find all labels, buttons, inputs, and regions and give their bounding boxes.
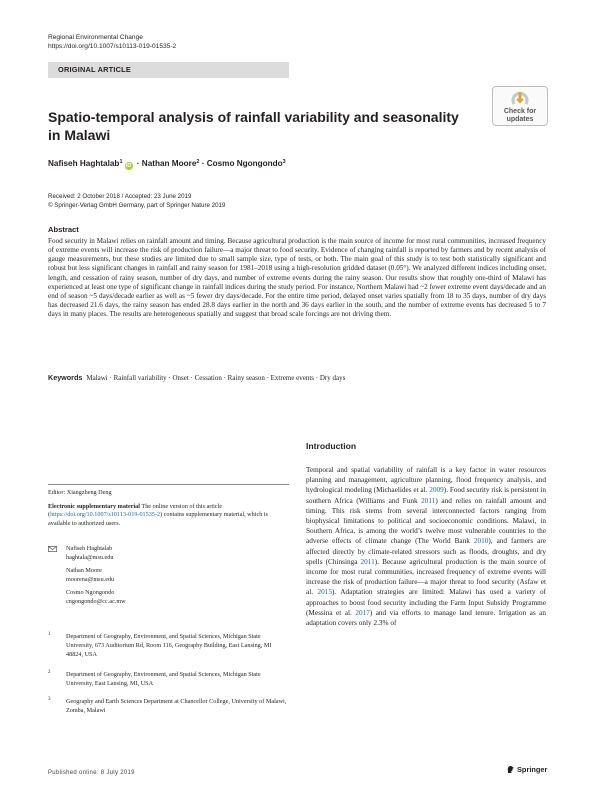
introduction-heading: Introduction xyxy=(306,441,357,451)
abstract-text: Food security in Malawi relies on rainfall amount and timing. Because agricultural production is the main source of income for most rural communities, increased frequency of extreme events will increase the risk of production failure—a major threat to food security. Evidence of changing rainfall is reported by farmers and by recent analysis of gauge measurements, but these studies are limited due to small sample size, type of tests, or both. The main goal of this study is to test both statistically significant and robust but less significant changes in rainfall and rainy season for 1981–2018 using a high-resolution gridded dataset (0.05°). We analyzed different indices including onset, length, and cessation of rainy season, number of dry days, and number of extreme events during the rainy season. Our results show that roughly one-third of Malawi has experienced at least one type of significant change in rainfall indices during the study period. For instance, Northern Malawi had ~2 fewer extreme event days/decade and an end of season ~5 days/decade earlier as well as ~5 fewer dry days/decade. For the entire time period, delayed onset varies spatially from 18 to 35 days, number of dry days has decreased 21.6 days, the rainy season has ended 28.8 days earlier in the north and 36 days earlier in the south, and the number of extreme events has decreased 5 to 7 days in many places. The results are heterogeneous spatially and suggest that broad scale forcings are not driving them. xyxy=(48,237,546,319)
supplementary-note xyxy=(48,503,289,528)
intro-text-5: ). Because agricultural production is the main source of income for most rural communities, increased frequency of extreme events will increase the risk of production failure—a major threat to food security (Asfaw et al. xyxy=(306,557,546,597)
article-type-banner: ORIGINAL ARTICLE xyxy=(48,62,289,78)
intro-text-4: ), and farmers are affected directly by climate-related stressors such as floods, droughts, and dry spells (Chinsinga xyxy=(306,537,546,566)
author-1[interactable]: Nafiseh Haghtalab xyxy=(48,159,120,168)
contact-name: Nathan Moore xyxy=(66,567,102,575)
journal-name: Regional Environmental Change xyxy=(48,34,143,41)
affiliation-3 xyxy=(48,698,289,716)
esm-text-post: ) contains supplementary material, which is available to authorized users. xyxy=(48,511,268,527)
contact-name: Cosmo Ngongondo xyxy=(66,589,115,597)
citation-link[interactable]: 2009 xyxy=(429,486,444,495)
intro-text-7: ) and via efforts to manage land tenure. Irrigation as an adaptation covers only 2.3% of xyxy=(306,608,547,628)
mail-icon xyxy=(48,546,57,552)
citation-link[interactable]: 2015 xyxy=(317,588,333,597)
intro-text-3: ) and relies on rainfall amount and timing. This risk stems from several interconnected factors ranging from biophysical limitations to political and socioeconomic conditions. Malawi, in Southern Africa, is among the world’s twelve most vulnerable countries to the adverse effects of climate change (The World Bank xyxy=(306,496,546,546)
intro-text-6: ). Adaptation strategies are limited: Malawi has used a variety of approaches to boost food security including the Farm Input Subsidy Programme (Messina et al. xyxy=(306,588,546,617)
contact-item xyxy=(48,589,126,607)
orcid-icon[interactable]: iD xyxy=(125,163,132,169)
intro-text-2: ). Food security risk is persistent in southern Africa (Williams and Funk xyxy=(306,486,546,505)
received-accepted: Received: 2 October 2018 / Accepted: 23 June 2019 xyxy=(48,193,192,200)
article-doi[interactable]: https://doi.org/10.1007/s10113-019-01535-2 xyxy=(48,43,177,50)
contact-email[interactable]: moorena@msu.edu xyxy=(66,575,115,583)
affiliation-1 xyxy=(48,633,289,659)
springer-horse-icon xyxy=(506,765,515,774)
check-for-updates-icon xyxy=(510,90,530,108)
check-for-updates-badge[interactable] xyxy=(492,86,548,126)
intro-text-1: Temporal and spatial variability of rainfall is a key factor in water resources planning and management, agriculture planning, flood frequency analysis, and hydrological modeling (Michaelides et al. xyxy=(306,466,546,495)
author-2[interactable]: Nathan Moore xyxy=(141,159,197,168)
citation-link[interactable]: 2010 xyxy=(473,537,489,546)
contact-list xyxy=(48,545,126,611)
keywords-line xyxy=(48,373,345,382)
esm-text-pre: The online version of this article ( xyxy=(48,503,223,519)
contact-email[interactable]: haghtala@msu.edu xyxy=(66,553,114,561)
citation-link[interactable]: 2011 xyxy=(360,557,375,566)
author-3[interactable]: Cosmo Ngongondo xyxy=(206,159,283,168)
article-dates xyxy=(48,193,225,210)
keywords-label: Keywords xyxy=(48,373,83,382)
publisher-logo xyxy=(506,765,547,774)
keywords-list: Malawi · Rainfall variability · Onset · Cessation · Rainy season · Extreme events · Dry days xyxy=(86,374,346,382)
article-title: Spatio-temporal analysis of rainfall variability and seasonality in Malawi xyxy=(48,109,459,143)
author-list xyxy=(48,159,286,170)
author-2-affil: 2 xyxy=(196,159,200,165)
esm-doi-link[interactable]: https://doi.org/10.1007/s10113-019-01535-2 xyxy=(50,511,161,519)
contact-email[interactable]: cngongondo@cc.ac.mw xyxy=(66,597,126,605)
affiliation-number: 2 xyxy=(48,670,51,675)
published-online: Published online: 8 July 2019 xyxy=(48,770,135,776)
badge-line-2: updates xyxy=(506,115,534,123)
affiliation-number: 3 xyxy=(48,697,51,702)
affiliation-text: Department of Geography, Environment, and Spatial Sciences, Michigan State University, East Lansing, MI, USA xyxy=(66,671,261,687)
contact-name: Nafiseh Haghtalab xyxy=(66,545,113,552)
author-1-affil: 1 xyxy=(119,159,123,165)
author-3-affil: 3 xyxy=(282,159,286,165)
affiliation-number: 1 xyxy=(48,632,51,637)
introduction-text xyxy=(306,465,546,628)
affiliation-2 xyxy=(48,671,289,689)
author-separator: · xyxy=(134,159,142,168)
citation-link[interactable]: 2017 xyxy=(355,608,370,617)
contact-item xyxy=(48,545,126,563)
copyright-line: © Springer-Verlag GmbH Germany, part of Springer Nature 2019 xyxy=(48,201,226,209)
abstract-heading: Abstract xyxy=(48,225,79,234)
affiliation-text: Department of Geography, Environment, and Spatial Sciences, Michigan State University, 673 Auditorium Rd, Room 116, Geography Building, East Lansing, MI 48824, USA xyxy=(66,633,272,658)
contact-item xyxy=(48,567,126,585)
badge-line-1: Check for xyxy=(503,108,537,115)
citation-link[interactable]: 2011 xyxy=(421,496,436,505)
author-separator: · xyxy=(199,159,207,168)
affiliation-text: Geography and Earth Sciences Department at Chancellor College, University of Malawi, Zomba, Malawi xyxy=(66,698,287,714)
editor-note: Editor: Xiangzheng Deng xyxy=(48,489,112,496)
footnote-divider xyxy=(48,484,289,485)
esm-label: Electronic supplementary material xyxy=(48,503,140,510)
publisher-name: Springer xyxy=(517,765,548,774)
